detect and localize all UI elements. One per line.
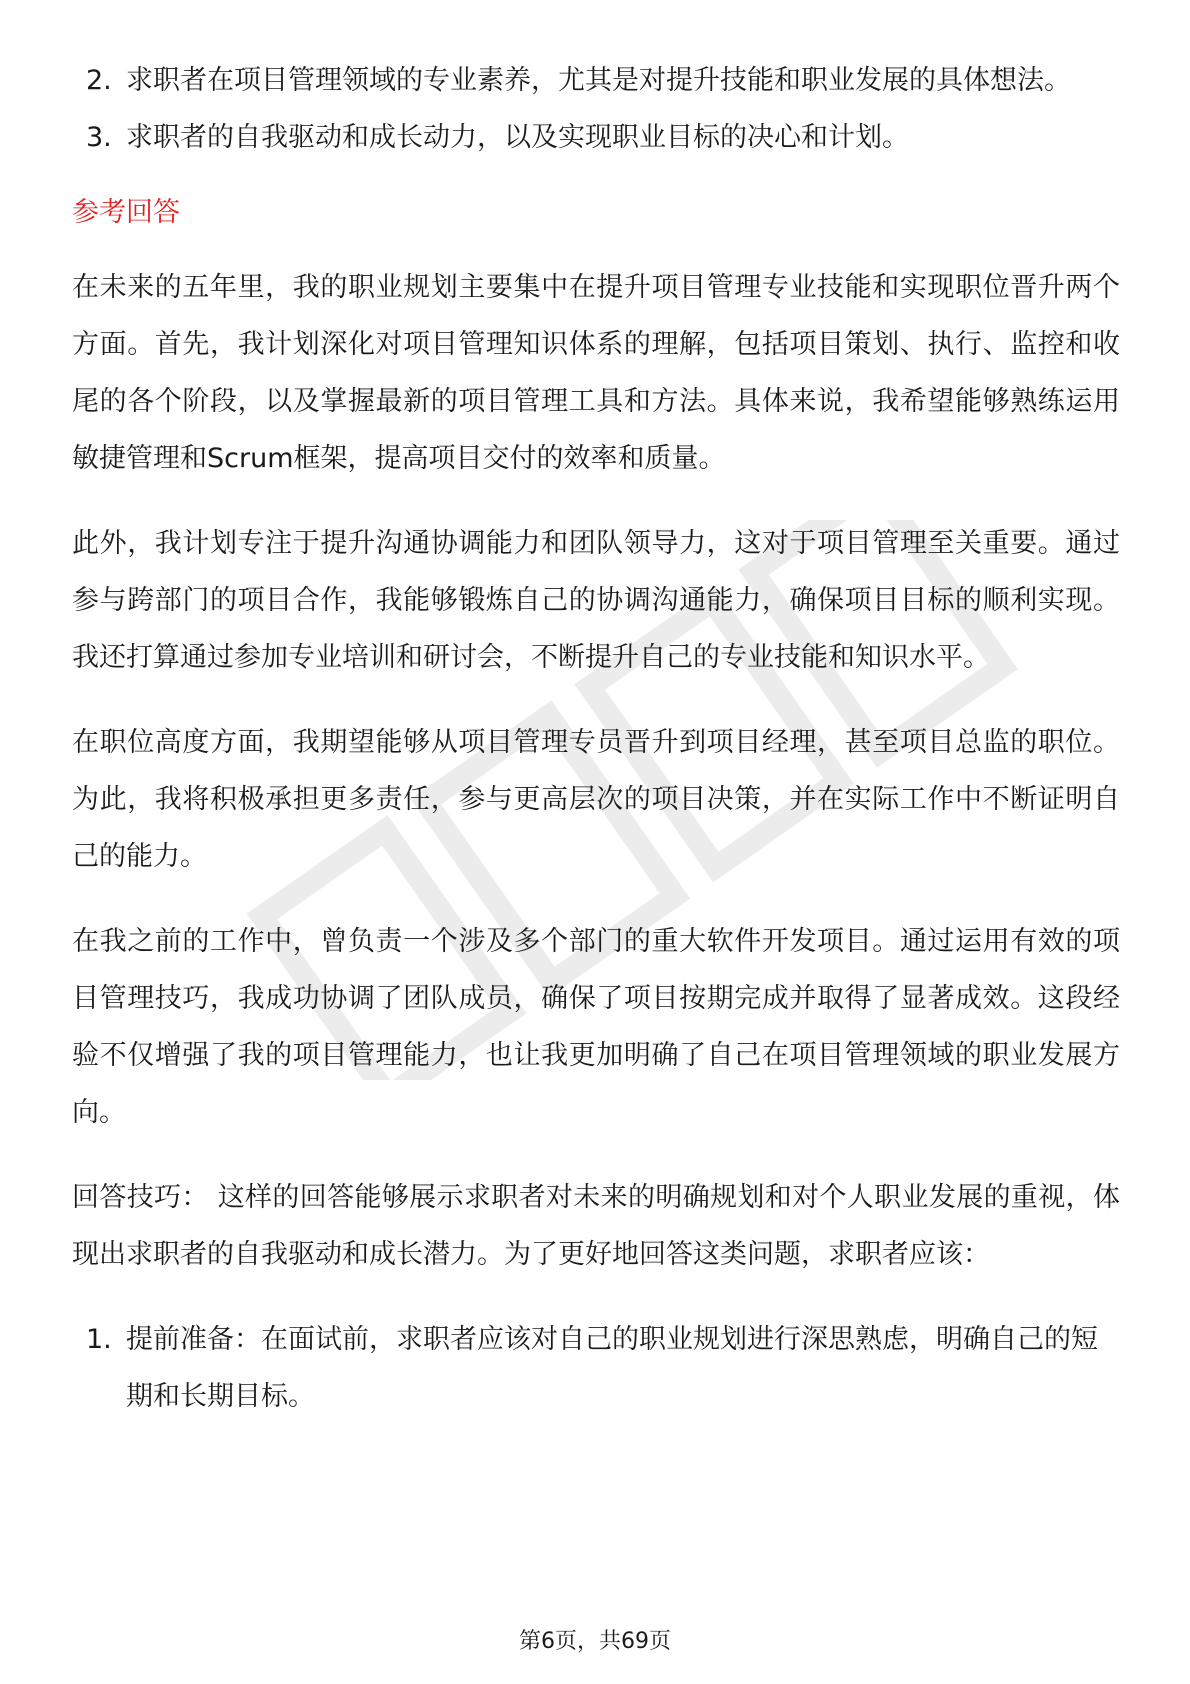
list-item [72,52,1120,109]
paragraph: 此外，我计划专注于提升沟通协调能力和团队领导力，这对于项目管理至关重要。通过参与跨部门的项目合作，我能够锻炼自己的协调沟通能力，确保项目目标的顺利实现。我还打算通过参加专业培训和研讨会，不断提升自己的专业技能和知识水平。 [72,528,1120,673]
paragraph: 在职位高度方面，我期望能够从项目管理专员晋升到项目经理，甚至项目总监的职位。为此，我将积极承担更多责任，参与更高层次的项目决策，并在实际工作中不断证明自己的能力。 [72,727,1120,872]
bottom-numbered-list [72,1311,1120,1425]
paragraph: 在我之前的工作中，曾负责一个涉及多个部门的重大软件开发项目。通过运用有效的项目管理技巧，我成功协调了团队成员，确保了项目按期完成并取得了显著成效。这段经验不仅增强了我的项目管理能力，也让我更加明确了自己在项目管理领域的职业发展方向。 [72,926,1120,1128]
list-item [72,109,1120,166]
content [72,52,1120,1425]
section-heading: 参考回答 [72,197,180,228]
list-number: 1. [86,1324,112,1355]
top-numbered-list [72,52,1120,166]
paragraph: 在未来的五年里，我的职业规划主要集中在提升项目管理专业技能和实现职位晋升两个方面。首先，我计划深化对项目管理知识体系的理解，包括项目策划、执行、监控和收尾的各个阶段，以及掌握最新的项目管理工具和方法。具体来说，我希望能够熟练运用敏捷管理和Scrum框架，提高项目交付的效率和质量。 [72,272,1120,474]
page-footer: 第6页，共69页 [519,1629,671,1654]
list-text: 提前准备：在面试前，求职者应该对自己的职业规划进行深思熟虑，明确自己的短期和长期目标。 [126,1324,1098,1412]
list-text: 求职者在项目管理领域的专业素养，尤其是对提升技能和职业发展的具体想法。 [126,65,1071,96]
list-number: 2. [86,65,112,96]
list-number: 3. [86,122,112,153]
list-text: 求职者的自我驱动和成长动力，以及实现职业目标的决心和计划。 [126,122,909,153]
list-item [72,1311,1120,1425]
answer-tips-paragraph: 回答技巧： 这样的回答能够展示求职者对未来的明确规划和对个人职业发展的重视，体现出求职者的自我驱动和成长潜力。为了更好地回答这类问题，求职者应该： [72,1182,1120,1270]
